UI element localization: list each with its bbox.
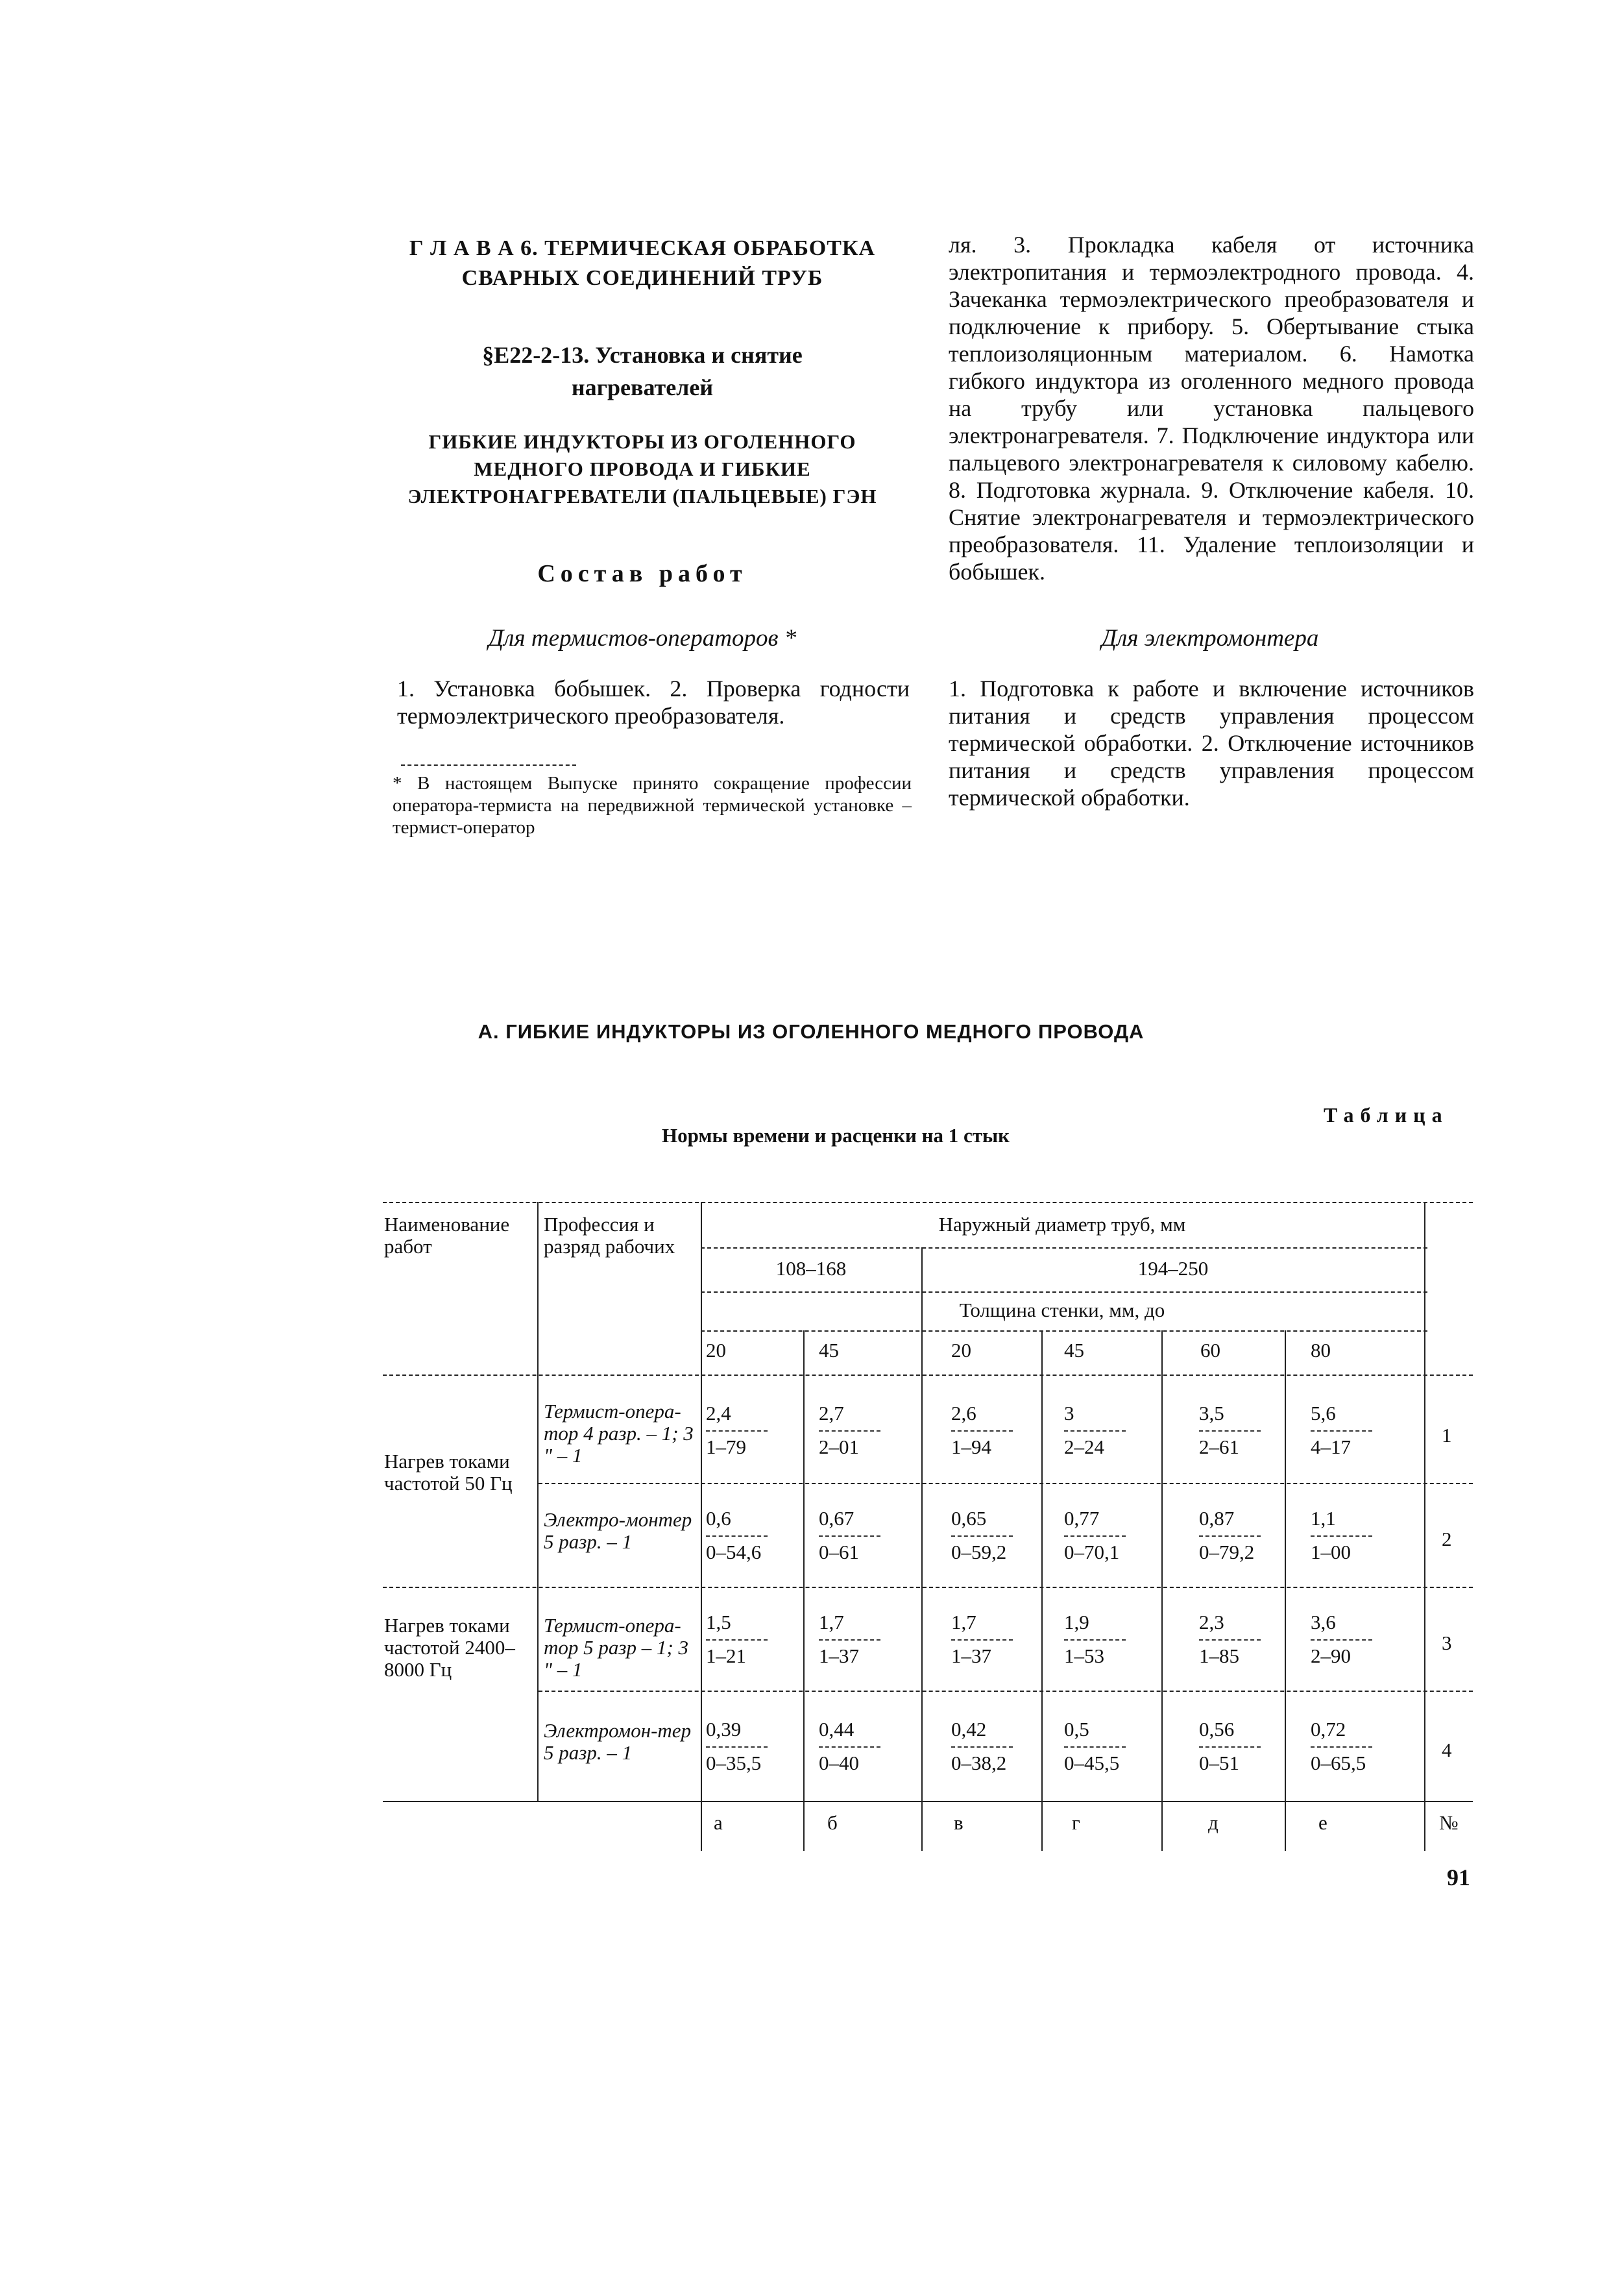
rate-value: 1–37 [951, 1644, 991, 1667]
subtitle [363, 428, 921, 510]
norm-value: 1,7 [951, 1611, 976, 1633]
table-vline-c [921, 1247, 923, 1851]
cell-r2-c [951, 1507, 1042, 1564]
norm-value: 0,5 [1064, 1718, 1089, 1741]
subtitle-line2: МЕДНОГО ПРОВОДА И ГИБКИЕ [474, 458, 811, 480]
rate-value: 0–54,6 [706, 1541, 762, 1563]
fraction-bar [951, 1430, 1013, 1432]
fraction-bar [951, 1639, 1013, 1641]
norm-value: 3 [1064, 1402, 1074, 1424]
norm-value: 0,42 [951, 1718, 987, 1741]
footnote: * В настоящем Выпуске принято сокращение профессии оператора-термиста на передвижной термической установке – термист-оператор [393, 773, 912, 838]
right-role-heading: Для электромонтера [1101, 625, 1319, 652]
norm-value: 0,77 [1064, 1507, 1100, 1530]
rate-value: 0–51 [1199, 1752, 1239, 1774]
norm-value: 1,7 [819, 1611, 844, 1633]
rate-value: 1–37 [819, 1644, 859, 1667]
cell-r3-b [819, 1611, 910, 1668]
rate-value: 1–94 [951, 1436, 991, 1458]
norm-value: 1,1 [1311, 1507, 1336, 1530]
fraction-bar [819, 1639, 880, 1641]
rate-value: 0–59,2 [951, 1541, 1007, 1563]
section-title [389, 339, 895, 404]
table-label: Таблица [1324, 1103, 1449, 1127]
row-number-3: 3 [1442, 1631, 1452, 1654]
table-vline-e [1161, 1330, 1163, 1851]
col-letter-e: д [1208, 1811, 1218, 1834]
table-rule-header-bottom [383, 1375, 1473, 1376]
fraction-bar [819, 1535, 880, 1537]
left-role-heading: Для термистов-операторов * [488, 625, 797, 652]
fraction-bar [951, 1535, 1013, 1537]
cell-r4-d [1064, 1718, 1155, 1775]
rate-value: 1–00 [1311, 1541, 1351, 1563]
fraction-bar [706, 1430, 768, 1432]
norm-value: 2,6 [951, 1402, 976, 1424]
composition-heading: Состав работ [537, 560, 747, 587]
norm-value: 2,3 [1199, 1611, 1224, 1633]
row4-profession: Электромон-тер 5 разр. – 1 [544, 1719, 692, 1764]
fraction-bar [706, 1535, 768, 1537]
row-number-1: 1 [1442, 1424, 1452, 1447]
col-letter-d: г [1072, 1811, 1080, 1834]
row1-profession: Термист-опера-тор 4 разр. – 1; 3 " – 1 [544, 1400, 694, 1467]
fraction-bar [706, 1639, 768, 1641]
fraction-bar [819, 1746, 880, 1748]
fraction-bar [1064, 1430, 1126, 1432]
cell-r1-a [706, 1402, 797, 1459]
cell-r1-e [1199, 1402, 1290, 1459]
rate-value: 2–24 [1064, 1436, 1104, 1458]
norm-value: 0,67 [819, 1507, 854, 1530]
subtitle-line3: ЭЛЕКТРОНАГРЕВАТЕЛИ (ПАЛЬЦЕВЫЕ) ГЭН [407, 485, 877, 507]
subtitle-line1: ГИБКИЕ ИНДУКТОРЫ ИЗ ОГОЛЕННОГО [428, 430, 856, 453]
norm-value: 0,44 [819, 1718, 854, 1741]
rate-value: 0–35,5 [706, 1752, 762, 1774]
cell-r4-f [1311, 1718, 1401, 1775]
rate-value: 0–79,2 [1199, 1541, 1255, 1563]
rate-value: 1–79 [706, 1436, 746, 1458]
section-title-line1: §Е22-2-13. Установка и снятие [482, 342, 803, 368]
norm-value: 0,87 [1199, 1507, 1235, 1530]
col-header-wall: Толщина стенки, мм, до [959, 1299, 1165, 1321]
footnote-divider [401, 764, 576, 766]
fraction-bar [1199, 1430, 1261, 1432]
fraction-bar [1311, 1639, 1372, 1641]
rate-value: 2–61 [1199, 1436, 1239, 1458]
thickness-e: 60 [1200, 1339, 1220, 1362]
norm-value: 0,72 [1311, 1718, 1346, 1741]
rate-value: 1–21 [706, 1644, 746, 1667]
fraction-bar [1311, 1535, 1372, 1537]
fraction-bar [819, 1430, 880, 1432]
norm-value: 3,5 [1199, 1402, 1224, 1424]
norm-value: 0,65 [951, 1507, 987, 1530]
rate-value: 2–90 [1311, 1644, 1351, 1667]
section-title-line2: нагревателей [571, 374, 714, 400]
norm-value: 1,5 [706, 1611, 731, 1633]
table-rule-row3 [539, 1691, 1473, 1692]
col-header-name: Наименование работ [384, 1213, 510, 1258]
table-section-title: А. ГИБКИЕ ИНДУКТОРЫ ИЗ ОГОЛЕННОГО МЕДНОГО ПРОВОДА [478, 1020, 1145, 1043]
cell-r4-a [706, 1718, 797, 1775]
col-header-range2: 194–250 [1137, 1257, 1209, 1280]
cell-r3-a [706, 1611, 797, 1668]
rate-value: 0–61 [819, 1541, 859, 1563]
thickness-f: 80 [1311, 1339, 1331, 1362]
cell-r1-f [1311, 1402, 1401, 1459]
fraction-bar [1311, 1746, 1372, 1748]
cell-r3-f [1311, 1611, 1401, 1668]
table-top-rule [383, 1202, 1473, 1203]
table-rule-wall [701, 1330, 1427, 1332]
col-letter-f: е [1318, 1811, 1327, 1834]
table-vline-b [803, 1330, 805, 1851]
table-vline-prof [537, 1202, 539, 1801]
cell-r4-b [819, 1718, 910, 1775]
rate-value: 0–65,5 [1311, 1752, 1366, 1774]
row-name-2400hz: Нагрев токами частотой 2400–8000 Гц [384, 1614, 515, 1681]
thickness-d: 45 [1064, 1339, 1084, 1362]
col-letter-c: в [954, 1811, 963, 1834]
row-number-4: 4 [1442, 1739, 1452, 1761]
norm-value: 0,39 [706, 1718, 742, 1741]
fraction-bar [706, 1746, 768, 1748]
cell-r1-c [951, 1402, 1042, 1459]
cell-r2-d [1064, 1507, 1155, 1564]
row2-profession: Электро-монтер 5 разр. – 1 [544, 1508, 692, 1553]
right-column-text: ля. 3. Прокладка кабеля от источника электропитания и термоэлектродного провода. 4. Зачеканка термоэлектрического преобразователя и подключение к прибору. 5. Обертывание стыка теплоизоляционным материалом. 6. Намотка гибкого индуктора из оголенного медного провода на трубу или установка пальцевого электронагревателя. 7. Подключение индуктора или пальцевого электронагревателя к силовому кабелю. 8. Подготовка журнала. 9. Отключение кабеля. 10. Снятие электронагревателя и термоэлектрического преобразователя. 11. Удаление теплоизоляции и бобышек. [949, 232, 1474, 585]
fraction-bar [1199, 1535, 1261, 1537]
cell-r3-d [1064, 1611, 1155, 1668]
cell-r2-f [1311, 1507, 1401, 1564]
col-header-profession: Профессия и разряд рабочих [544, 1213, 675, 1258]
norm-value: 3,6 [1311, 1611, 1336, 1633]
table-vline-num [1424, 1202, 1425, 1851]
norms-title: Нормы времени и расценки на 1 стык [662, 1124, 1010, 1147]
rate-value: 0–40 [819, 1752, 859, 1774]
page-number: 91 [1447, 1864, 1470, 1890]
row-name-50hz: Нагрев токами частотой 50 Гц [384, 1450, 513, 1495]
cell-r4-c [951, 1718, 1042, 1775]
thickness-a: 20 [706, 1339, 726, 1362]
thickness-b: 45 [819, 1339, 839, 1362]
fraction-bar [1199, 1639, 1261, 1641]
cell-r3-c [951, 1611, 1042, 1668]
cell-r2-a [706, 1507, 797, 1564]
row3-profession: Термист-опера-тор 5 разр – 1; 3 " – 1 [544, 1614, 689, 1681]
cell-r1-b [819, 1402, 910, 1459]
norm-value: 0,6 [706, 1507, 731, 1530]
fraction-bar [951, 1746, 1013, 1748]
cell-r4-e [1199, 1718, 1290, 1775]
table-rule-row4 [383, 1801, 1473, 1802]
cell-r2-b [819, 1507, 910, 1564]
cell-r3-e [1199, 1611, 1290, 1668]
norm-value: 2,7 [819, 1402, 844, 1424]
row-number-2: 2 [1442, 1528, 1452, 1550]
norm-value: 0,56 [1199, 1718, 1235, 1741]
rate-value: 2–01 [819, 1436, 859, 1458]
fraction-bar [1311, 1430, 1372, 1432]
table-rule-range [701, 1291, 1427, 1293]
table-rule-row2 [383, 1587, 1473, 1588]
norm-value: 5,6 [1311, 1402, 1336, 1424]
left-column-text: 1. Установка бобышек. 2. Проверка годности термоэлектрического преобразователя. [397, 676, 910, 729]
col-letter-b: б [827, 1811, 838, 1834]
fraction-bar [1064, 1535, 1126, 1537]
rate-value: 1–85 [1199, 1644, 1239, 1667]
chapter-title [389, 234, 895, 293]
norm-value: 2,4 [706, 1402, 731, 1424]
table-rule-row1 [539, 1483, 1473, 1484]
col-number-label: № [1439, 1811, 1459, 1834]
fraction-bar [1064, 1746, 1126, 1748]
cell-r1-d [1064, 1402, 1155, 1459]
col-header-diameter: Наружный диаметр труб, мм [938, 1213, 1186, 1236]
rate-value: 4–17 [1311, 1436, 1351, 1458]
fraction-bar [1199, 1746, 1261, 1748]
fraction-bar [1064, 1639, 1126, 1641]
thickness-c: 20 [951, 1339, 971, 1362]
col-header-range1: 108–168 [775, 1257, 847, 1280]
rate-value: 1–53 [1064, 1644, 1104, 1667]
right-column-text2: 1. Подготовка к работе и включение источников питания и средств управления процессом термической обработки. 2. Отключение источников питания и средств управления процессом термической обработки. [949, 676, 1474, 811]
norm-value: 1,9 [1064, 1611, 1089, 1633]
rate-value: 0–38,2 [951, 1752, 1007, 1774]
chapter-title-line1: Г Л А В А 6. ТЕРМИЧЕСКАЯ ОБРАБОТКА [409, 236, 876, 260]
rate-value: 0–70,1 [1064, 1541, 1120, 1563]
table-rule-diam [701, 1247, 1427, 1249]
col-letter-a: а [714, 1811, 723, 1834]
chapter-title-line2: СВАРНЫХ СОЕДИНЕНИЙ ТРУБ [461, 266, 823, 290]
cell-r2-e [1199, 1507, 1290, 1564]
rate-value: 0–45,5 [1064, 1752, 1120, 1774]
